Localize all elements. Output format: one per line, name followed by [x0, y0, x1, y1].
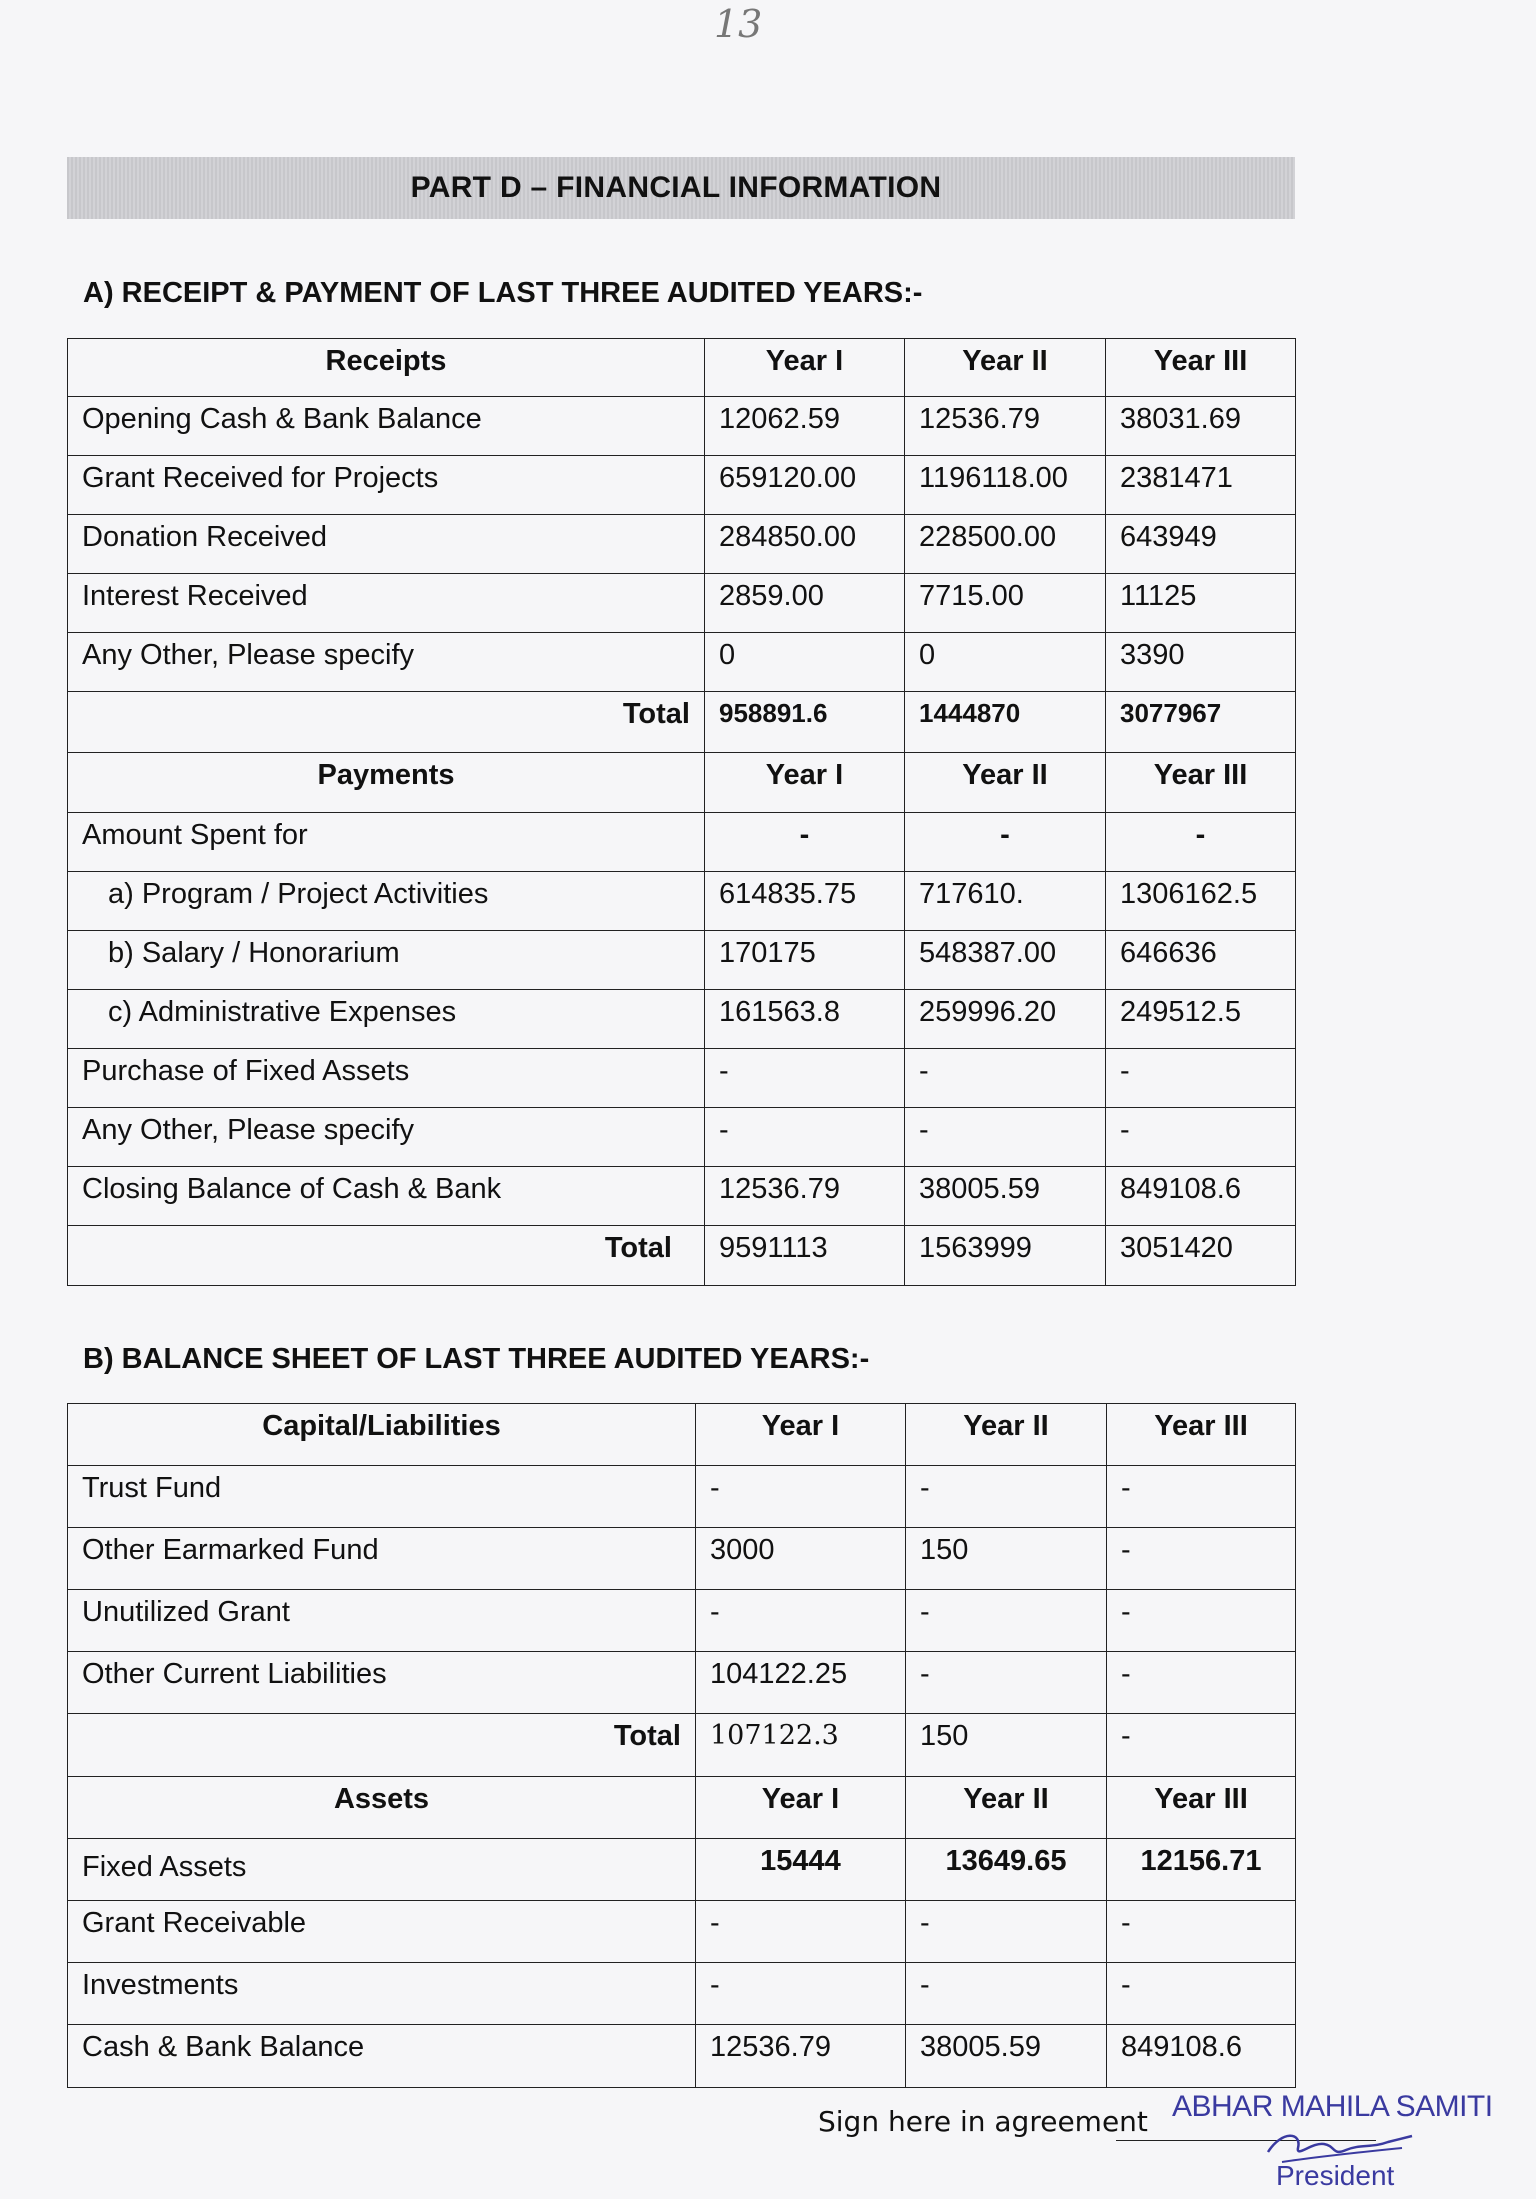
payments-header-row: [68, 753, 1296, 813]
year-1-total: 9591113: [705, 1226, 905, 1286]
table-row: [68, 1839, 1296, 1901]
year-1-value: 284850.00: [705, 515, 905, 574]
row-label: Fixed Assets: [68, 1839, 696, 1901]
year-2-total: 1444870: [905, 692, 1106, 753]
row-label: Trust Fund: [68, 1466, 696, 1528]
year-1-value: -: [705, 1049, 905, 1108]
year-3-value: 249512.5: [1106, 990, 1296, 1049]
table-row: [68, 1049, 1296, 1108]
year-1-total: 958891.6: [705, 692, 905, 753]
year-3-value: 2381471: [1106, 456, 1296, 515]
year-2-value: -: [905, 1049, 1106, 1108]
year-1-value: 659120.00: [705, 456, 905, 515]
year-3-value: 11125: [1106, 574, 1296, 633]
year-1-value: 2859.00: [705, 574, 905, 633]
year-3-value: -: [1106, 813, 1296, 872]
row-label: Closing Balance of Cash & Bank: [68, 1167, 705, 1226]
row-label: Cash & Bank Balance: [68, 2025, 696, 2088]
year-1-value: 614835.75: [705, 872, 905, 931]
row-label: Donation Received: [68, 515, 705, 574]
year-1-header: Year I: [705, 753, 905, 813]
year-1-value: 15444: [696, 1839, 906, 1901]
year-3-header: Year III: [1107, 1777, 1296, 1839]
organization-stamp: ABHAR MAHILA SAMITI: [1172, 2090, 1493, 2123]
year-1-value: 3000: [696, 1528, 906, 1590]
president-stamp: President: [1276, 2160, 1395, 2191]
year-2-value: 228500.00: [905, 515, 1106, 574]
year-2-value: -: [905, 813, 1106, 872]
total-label: Total: [68, 692, 705, 753]
year-1-value: 12536.79: [705, 1167, 905, 1226]
year-1-value: 104122.25: [696, 1652, 906, 1714]
year-3-value: 38031.69: [1106, 397, 1296, 456]
year-2-total: 1563999: [905, 1226, 1106, 1286]
year-3-value: -: [1107, 1652, 1296, 1714]
year-1-value: 0: [705, 633, 905, 692]
row-label: a) Program / Project Activities: [68, 872, 705, 931]
year-2-value: 38005.59: [906, 2025, 1107, 2088]
year-1-value: 12536.79: [696, 2025, 906, 2088]
row-label: b) Salary / Honorarium: [68, 931, 705, 990]
row-label: Purchase of Fixed Assets: [68, 1049, 705, 1108]
year-3-header: Year III: [1106, 339, 1296, 397]
year-1-header: Year I: [696, 1404, 906, 1466]
table-row: [68, 1108, 1296, 1167]
row-label: Grant Received for Projects: [68, 456, 705, 515]
receipts-header-row: [68, 339, 1296, 397]
year-3-value: -: [1106, 1108, 1296, 1167]
year-2-value: 13649.65: [906, 1839, 1107, 1901]
year-3-total: 3051420: [1106, 1226, 1296, 1286]
payments-total-row: [68, 1226, 1296, 1286]
year-3-value: 849108.6: [1107, 2025, 1296, 2088]
balance-sheet-table: [67, 1403, 1296, 2088]
year-1-value: -: [696, 1901, 906, 1963]
year-3-value: 1306162.5: [1106, 872, 1296, 931]
row-label: Other Current Liabilities: [68, 1652, 696, 1714]
year-1-header: Year I: [696, 1777, 906, 1839]
row-label: Unutilized Grant: [68, 1590, 696, 1652]
table-row: [68, 397, 1296, 456]
table-row: [68, 1466, 1296, 1528]
year-2-value: 150: [906, 1528, 1107, 1590]
table-row: [68, 813, 1296, 872]
part-title-banner: [67, 157, 1295, 219]
year-2-value: 0: [905, 633, 1106, 692]
year-3-total: -: [1107, 1714, 1296, 1777]
year-2-value: -: [905, 1108, 1106, 1167]
year-2-value: 7715.00: [905, 574, 1106, 633]
year-2-value: -: [906, 1466, 1107, 1528]
year-2-value: -: [906, 1590, 1107, 1652]
row-label: Amount Spent for: [68, 813, 705, 872]
receipts-total-row: [68, 692, 1296, 753]
year-2-value: 259996.20: [905, 990, 1106, 1049]
table-row: [68, 574, 1296, 633]
year-1-value: 12062.59: [705, 397, 905, 456]
part-title: PART D – FINANCIAL INFORMATION: [410, 171, 942, 204]
year-2-header: Year II: [905, 753, 1106, 813]
table-row: [68, 1167, 1296, 1226]
year-3-value: -: [1107, 1528, 1296, 1590]
total-label: Total: [68, 1714, 696, 1777]
section-a-heading: A) RECEIPT & PAYMENT OF LAST THREE AUDITED YEARS:-: [83, 277, 923, 309]
year-1-value: -: [705, 1108, 905, 1167]
table-row: [68, 1901, 1296, 1963]
liabilities-header-row: [68, 1404, 1296, 1466]
year-1-header: Year I: [705, 339, 905, 397]
receipts-header: Receipts: [68, 339, 705, 397]
row-label: Other Earmarked Fund: [68, 1528, 696, 1590]
row-label: c) Administrative Expenses: [68, 990, 705, 1049]
year-3-value: -: [1107, 1466, 1296, 1528]
year-3-value: 3390: [1106, 633, 1296, 692]
year-1-value: 170175: [705, 931, 905, 990]
year-2-header: Year II: [906, 1404, 1107, 1466]
year-2-value: 717610.: [905, 872, 1106, 931]
year-3-value: -: [1107, 1963, 1296, 2025]
row-label: Interest Received: [68, 574, 705, 633]
year-3-total: 3077967: [1106, 692, 1296, 753]
assets-header: Assets: [68, 1777, 696, 1839]
year-1-value: -: [696, 1466, 906, 1528]
receipt-payment-table: [67, 338, 1296, 1286]
year-2-value: 38005.59: [905, 1167, 1106, 1226]
year-1-value: 161563.8: [705, 990, 905, 1049]
year-3-value: 646636: [1106, 931, 1296, 990]
year-3-value: -: [1107, 1590, 1296, 1652]
year-3-value: -: [1106, 1049, 1296, 1108]
year-3-value: -: [1107, 1901, 1296, 1963]
row-label: Investments: [68, 1963, 696, 2025]
sign-prompt: Sign here in agreement: [818, 2105, 1148, 2138]
year-3-header: Year III: [1107, 1404, 1296, 1466]
year-3-value: 643949: [1106, 515, 1296, 574]
section-b-heading: B) BALANCE SHEET OF LAST THREE AUDITED YEARS:-: [83, 1343, 870, 1375]
table-row: [68, 1590, 1296, 1652]
year-3-value: 849108.6: [1106, 1167, 1296, 1226]
year-3-header: Year III: [1106, 753, 1296, 813]
assets-header-row: [68, 1777, 1296, 1839]
year-1-value: -: [696, 1963, 906, 2025]
year-3-value: 12156.71: [1107, 1839, 1296, 1901]
liabilities-total-row: [68, 1714, 1296, 1777]
total-label: Total: [68, 1226, 705, 1286]
table-row: [68, 515, 1296, 574]
year-1-value: -: [696, 1590, 906, 1652]
year-2-value: -: [906, 1963, 1107, 2025]
year-1-total: 107122.3: [696, 1714, 906, 1777]
table-row: [68, 931, 1296, 990]
year-2-header: Year II: [905, 339, 1106, 397]
year-2-value: -: [906, 1652, 1107, 1714]
table-row: [68, 990, 1296, 1049]
table-row: [68, 1652, 1296, 1714]
year-2-total: 150: [906, 1714, 1107, 1777]
payments-header: Payments: [68, 753, 705, 813]
row-label: Any Other, Please specify: [68, 633, 705, 692]
row-label: Opening Cash & Bank Balance: [68, 397, 705, 456]
year-2-value: -: [906, 1901, 1107, 1963]
table-row: [68, 1528, 1296, 1590]
table-row: [68, 2025, 1296, 2088]
year-1-value: -: [705, 813, 905, 872]
table-row: [68, 1963, 1296, 2025]
row-label: Any Other, Please specify: [68, 1108, 705, 1167]
year-2-value: 548387.00: [905, 931, 1106, 990]
liabilities-header: Capital/Liabilities: [68, 1404, 696, 1466]
table-row: [68, 456, 1296, 515]
year-2-value: 1196118.00: [905, 456, 1106, 515]
year-2-header: Year II: [906, 1777, 1107, 1839]
row-label: Grant Receivable: [68, 1901, 696, 1963]
page-number: 13: [714, 2, 763, 46]
year-2-value: 12536.79: [905, 397, 1106, 456]
table-row: [68, 872, 1296, 931]
table-row: [68, 633, 1296, 692]
